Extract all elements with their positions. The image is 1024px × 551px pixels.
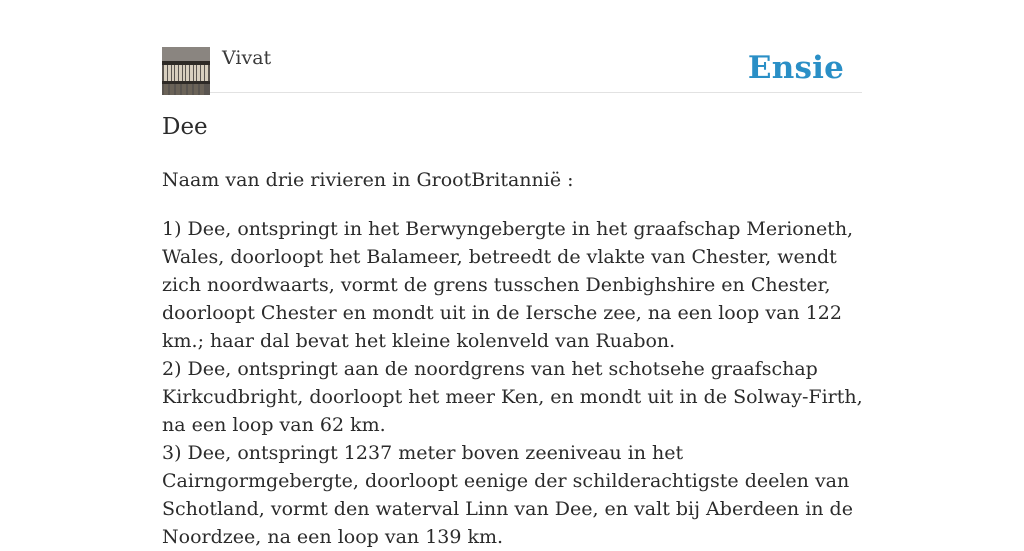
definition-list: [162, 215, 867, 551]
article-intro: Naam van drie rivieren in GrootBritannië :: [162, 169, 574, 191]
page-title: Dee: [162, 114, 208, 140]
author-name[interactable]: Vivat: [222, 47, 272, 69]
definition-entry-1: 1) Dee, ontspringt in het Berwyngebergte in het graafschap Merioneth, Wales, doorloopt het Balameer, betreedt de vlakte van Chester, wendt zich noordwaarts, vormt de grens tusschen Denbighshire en Chester, doorloopt Chester en mondt uit in de Iersche zee, na een loop van 122 km.; haar dal bevat het kleine kolenveld van Ruabon.: [162, 218, 854, 352]
brand-logo[interactable]: Ensie: [747, 50, 844, 86]
bookshelf-photo-icon: [162, 47, 210, 95]
definition-entry-3: 3) Dee, ontspringt 1237 meter boven zeeniveau in het Cairngormgebergte, doorloopt eenige der schilderachtigste deelen van Schotland, vormt den waterval Linn van Dee, en valt bij Aberdeen in de Noordzee, na een loop van 139 km.: [162, 442, 853, 548]
header: [162, 46, 862, 93]
author-avatar[interactable]: [162, 47, 210, 95]
definition-entry-2: 2) Dee, ontspringt aan de noordgrens van het schotsehe graafschap Kirkcudbright, doorloopt het meer Ken, en mondt uit in de Solway-Firth, na een loop van 62 km.: [162, 358, 863, 436]
